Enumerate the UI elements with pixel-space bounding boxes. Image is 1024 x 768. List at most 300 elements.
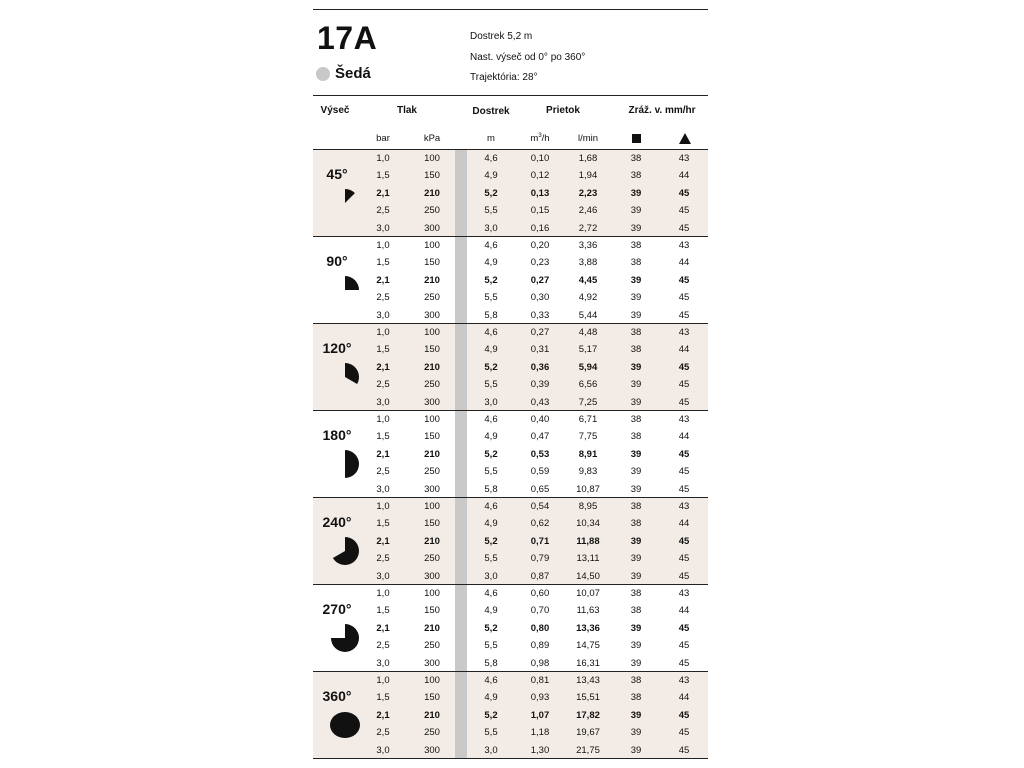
- table-row: [313, 359, 708, 376]
- cell-precip-triangle: 45: [678, 361, 690, 373]
- cell-range: 3,0: [484, 744, 498, 756]
- table-row: [313, 237, 708, 254]
- table-row: [313, 289, 708, 306]
- header-rule: [313, 95, 708, 96]
- cell-flow-m3h: 0,15: [530, 205, 550, 217]
- cell-flow-lmin: 11,63: [576, 605, 600, 617]
- cell-bar: 1,5: [376, 344, 390, 356]
- cell-kpa: 100: [424, 588, 440, 599]
- arc-angle-label: 240°: [322, 514, 352, 530]
- cell-precip-triangle: 45: [678, 448, 690, 460]
- cell-flow-m3h: 1,18: [530, 727, 550, 739]
- cell-flow-lmin: 4,45: [578, 274, 598, 286]
- cell-flow-m3h: 0,93: [530, 692, 550, 704]
- unit-m3h-tail: /h: [541, 133, 550, 144]
- cell-precip-triangle: 43: [678, 675, 690, 686]
- cell-precip-square: 38: [630, 588, 642, 599]
- cell-flow-m3h: 0,71: [530, 535, 550, 547]
- cell-flow-m3h: 1,07: [530, 709, 550, 721]
- cell-precip-square: 39: [630, 222, 642, 234]
- cell-kpa: 150: [424, 431, 440, 443]
- cell-flow-m3h: 0,43: [530, 396, 550, 408]
- cell-range: 4,6: [484, 501, 498, 512]
- cell-precip-triangle: 44: [678, 518, 690, 530]
- cell-flow-m3h: 0,47: [530, 431, 550, 443]
- unit-lmin: l/min: [577, 133, 599, 144]
- table-row: [313, 515, 708, 532]
- arc-section-120: [313, 323, 708, 410]
- cell-range: 3,0: [484, 396, 498, 408]
- table-row: [313, 463, 708, 480]
- cell-flow-m3h: 0,27: [530, 274, 550, 286]
- cell-flow-lmin: 2,46: [578, 205, 598, 217]
- cell-bar: 3,0: [376, 570, 390, 582]
- cell-range: 4,9: [484, 431, 498, 443]
- cell-flow-lmin: 5,44: [578, 309, 598, 321]
- spec-arc: Nast. výseč od 0° po 360°: [470, 52, 586, 63]
- table-row: [313, 428, 708, 445]
- cell-kpa: 210: [424, 361, 440, 373]
- cell-range: 5,8: [484, 483, 498, 495]
- cell-kpa: 100: [424, 153, 440, 164]
- cell-precip-square: 38: [630, 675, 642, 686]
- cell-flow-lmin: 2,72: [578, 222, 598, 234]
- cell-flow-lmin: 15,51: [576, 692, 600, 704]
- cell-flow-lmin: 5,17: [578, 344, 598, 356]
- cell-range: 5,2: [484, 709, 498, 721]
- cell-precip-square: 38: [630, 170, 642, 182]
- cell-range: 5,2: [484, 274, 498, 286]
- cell-range: 4,6: [484, 675, 498, 686]
- cell-flow-lmin: 19,67: [576, 727, 600, 739]
- cell-bar: 1,0: [376, 675, 390, 686]
- cell-bar: 1,5: [376, 605, 390, 617]
- cell-precip-square: 39: [630, 448, 642, 460]
- cell-precip-square: 39: [630, 292, 642, 304]
- cell-range: 4,9: [484, 518, 498, 530]
- table-row: [313, 602, 708, 619]
- cell-range: 5,5: [484, 292, 498, 304]
- cell-bar: 1,5: [376, 518, 390, 530]
- cell-flow-lmin: 9,83: [578, 466, 598, 478]
- table-row: [313, 533, 708, 550]
- cell-flow-m3h: 0,20: [530, 240, 550, 251]
- cell-range: 4,6: [484, 327, 498, 338]
- arc-section-360: [313, 671, 708, 758]
- cell-precip-square: 39: [630, 483, 642, 495]
- cell-precip-triangle: 45: [678, 483, 690, 495]
- cell-precip-triangle: 44: [678, 431, 690, 443]
- table-row: [313, 272, 708, 289]
- square-spacing-icon: [632, 134, 641, 143]
- cell-range: 5,5: [484, 379, 498, 391]
- cell-kpa: 150: [424, 257, 440, 269]
- cell-flow-lmin: 13,43: [576, 675, 600, 686]
- cell-range: 4,6: [484, 153, 498, 164]
- cell-kpa: 250: [424, 727, 440, 739]
- cell-flow-lmin: 14,50: [576, 570, 600, 582]
- cell-precip-triangle: 45: [678, 570, 690, 582]
- cell-bar: 3,0: [376, 744, 390, 756]
- unit-m3h: [525, 133, 555, 144]
- cell-precip-triangle: 43: [678, 414, 690, 425]
- cell-precip-square: 39: [630, 744, 642, 756]
- arc-angle-label: 45°: [326, 166, 348, 182]
- color-name: Šedá: [335, 65, 371, 82]
- table-row: [313, 324, 708, 341]
- cell-range: 5,5: [484, 553, 498, 565]
- table-row: [313, 724, 708, 741]
- table-row: [313, 742, 708, 759]
- table-row: [313, 220, 708, 237]
- arc-angle-label: 270°: [322, 601, 352, 617]
- cell-bar: 2,5: [376, 640, 390, 652]
- cell-kpa: 150: [424, 692, 440, 704]
- cell-precip-triangle: 45: [678, 205, 690, 217]
- col-dostrek: Dostrek: [472, 106, 510, 117]
- cell-precip-triangle: 43: [678, 501, 690, 512]
- cell-flow-m3h: 0,54: [530, 501, 550, 512]
- arc-angle-label: 120°: [322, 340, 352, 356]
- cell-precip-triangle: 43: [678, 153, 690, 164]
- cell-flow-lmin: 5,94: [578, 361, 598, 373]
- table-row: [313, 568, 708, 585]
- cell-precip-triangle: 45: [678, 727, 690, 739]
- cell-flow-m3h: 0,60: [530, 588, 550, 599]
- unit-kpa: kPa: [423, 133, 441, 144]
- cell-bar: 2,5: [376, 205, 390, 217]
- table-row: [313, 307, 708, 324]
- table-row: [313, 446, 708, 463]
- cell-precip-square: 38: [630, 257, 642, 269]
- cell-range: 4,6: [484, 414, 498, 425]
- table-row: [313, 150, 708, 167]
- cell-precip-square: 38: [630, 240, 642, 251]
- cell-bar: 2,5: [376, 466, 390, 478]
- cell-flow-m3h: 0,80: [530, 622, 550, 634]
- cell-kpa: 250: [424, 466, 440, 478]
- cell-bar: 3,0: [376, 483, 390, 495]
- cell-precip-square: 39: [630, 466, 642, 478]
- cell-flow-m3h: 0,12: [530, 170, 550, 182]
- cell-range: 5,8: [484, 309, 498, 321]
- unit-m3h-base: m: [530, 133, 539, 144]
- cell-flow-lmin: 4,92: [578, 292, 598, 304]
- cell-flow-lmin: 6,56: [578, 379, 598, 391]
- cell-precip-square: 39: [630, 361, 642, 373]
- cell-bar: 1,5: [376, 170, 390, 182]
- cell-flow-m3h: 0,89: [530, 640, 550, 652]
- cell-range: 5,8: [484, 657, 498, 669]
- table-row: [313, 550, 708, 567]
- cell-range: 5,2: [484, 448, 498, 460]
- cell-range: 5,5: [484, 640, 498, 652]
- cell-flow-lmin: 8,91: [578, 448, 598, 460]
- cell-flow-m3h: 0,10: [530, 153, 550, 164]
- cell-kpa: 100: [424, 501, 440, 512]
- cell-range: 3,0: [484, 570, 498, 582]
- cell-range: 5,2: [484, 361, 498, 373]
- cell-kpa: 300: [424, 222, 440, 234]
- cell-precip-triangle: 45: [678, 553, 690, 565]
- cell-flow-lmin: 3,88: [578, 257, 598, 269]
- cell-precip-triangle: 43: [678, 327, 690, 338]
- cell-range: 5,5: [484, 205, 498, 217]
- cell-precip-triangle: 45: [678, 396, 690, 408]
- cell-kpa: 210: [424, 448, 440, 460]
- cell-kpa: 250: [424, 640, 440, 652]
- cell-kpa: 150: [424, 170, 440, 182]
- nozzle-spec-sheet: [313, 0, 708, 768]
- cell-bar: 2,5: [376, 379, 390, 391]
- table-row: [313, 376, 708, 393]
- cell-range: 4,9: [484, 344, 498, 356]
- cell-precip-square: 38: [630, 692, 642, 704]
- col-zraz: Zráž. v. mm/hr: [628, 105, 696, 116]
- cell-flow-lmin: 10,07: [576, 588, 600, 599]
- cell-bar: 1,0: [376, 153, 390, 164]
- unit-m: m: [487, 133, 495, 144]
- bottom-rule: [313, 758, 708, 759]
- cell-precip-triangle: 45: [678, 622, 690, 634]
- cell-flow-m3h: 0,33: [530, 309, 550, 321]
- cell-flow-lmin: 2,23: [578, 187, 598, 199]
- cell-kpa: 250: [424, 379, 440, 391]
- arc-section-45: [313, 149, 708, 236]
- cell-bar: 1,0: [376, 588, 390, 599]
- cell-precip-square: 38: [630, 327, 642, 338]
- cell-range: 5,5: [484, 727, 498, 739]
- cell-flow-lmin: 1,94: [578, 170, 598, 182]
- cell-kpa: 300: [424, 396, 440, 408]
- table-row: [313, 481, 708, 498]
- cell-bar: 2,5: [376, 727, 390, 739]
- cell-bar: 1,0: [376, 240, 390, 251]
- col-tlak: Tlak: [396, 105, 417, 116]
- table-row: [313, 637, 708, 654]
- cell-kpa: 210: [424, 535, 440, 547]
- cell-bar: 1,0: [376, 501, 390, 512]
- cell-precip-triangle: 45: [678, 640, 690, 652]
- cell-range: 5,2: [484, 187, 498, 199]
- cell-bar: 2,5: [376, 292, 390, 304]
- cell-flow-lmin: 1,68: [578, 153, 598, 164]
- cell-flow-lmin: 7,75: [578, 431, 598, 443]
- cell-precip-square: 39: [630, 205, 642, 217]
- unit-bar: bar: [376, 133, 390, 144]
- cell-flow-m3h: 0,30: [530, 292, 550, 304]
- cell-flow-m3h: 0,53: [530, 448, 550, 460]
- cell-range: 4,9: [484, 257, 498, 269]
- arc-angle-label: 360°: [322, 688, 352, 704]
- cell-kpa: 210: [424, 622, 440, 634]
- cell-precip-square: 39: [630, 187, 642, 199]
- cell-precip-triangle: 44: [678, 170, 690, 182]
- cell-precip-triangle: 45: [678, 466, 690, 478]
- cell-precip-square: 39: [630, 640, 642, 652]
- cell-bar: 2,1: [376, 187, 390, 199]
- triangle-spacing-icon: [679, 133, 691, 144]
- cell-flow-m3h: 0,16: [530, 222, 550, 234]
- cell-bar: 2,1: [376, 622, 390, 634]
- model-number: 17A: [317, 20, 378, 56]
- cell-precip-triangle: 45: [678, 657, 690, 669]
- cell-flow-m3h: 1,30: [530, 744, 550, 756]
- cell-kpa: 300: [424, 570, 440, 582]
- cell-precip-triangle: 44: [678, 692, 690, 704]
- cell-flow-m3h: 0,40: [530, 414, 550, 425]
- cell-range: 5,5: [484, 466, 498, 478]
- arc-section-270: [313, 584, 708, 671]
- cell-bar: 2,1: [376, 448, 390, 460]
- cell-precip-square: 38: [630, 153, 642, 164]
- cell-flow-m3h: 0,39: [530, 379, 550, 391]
- cell-precip-triangle: 45: [678, 379, 690, 391]
- cell-flow-m3h: 0,31: [530, 344, 550, 356]
- cell-bar: 1,0: [376, 414, 390, 425]
- table-row: [313, 585, 708, 602]
- table-row: [313, 254, 708, 271]
- cell-flow-lmin: 8,95: [578, 501, 598, 512]
- cell-precip-square: 39: [630, 709, 642, 721]
- cell-bar: 3,0: [376, 222, 390, 234]
- cell-precip-triangle: 45: [678, 709, 690, 721]
- arc-section-240: [313, 497, 708, 584]
- cell-precip-triangle: 44: [678, 605, 690, 617]
- cell-flow-lmin: 4,48: [578, 327, 598, 338]
- cell-precip-triangle: 45: [678, 744, 690, 756]
- cell-precip-square: 38: [630, 344, 642, 356]
- cell-precip-square: 38: [630, 431, 642, 443]
- cell-flow-m3h: 0,81: [530, 675, 550, 686]
- table-row: [313, 707, 708, 724]
- cell-flow-lmin: 6,71: [578, 414, 598, 425]
- cell-range: 4,6: [484, 240, 498, 251]
- cell-range: 4,9: [484, 170, 498, 182]
- cell-kpa: 210: [424, 187, 440, 199]
- cell-precip-square: 38: [630, 605, 642, 617]
- cell-kpa: 100: [424, 240, 440, 251]
- cell-flow-m3h: 0,65: [530, 483, 550, 495]
- cell-bar: 1,0: [376, 327, 390, 338]
- cell-precip-triangle: 43: [678, 240, 690, 251]
- spec-range: Dostrek 5,2 m: [470, 31, 533, 42]
- cell-flow-lmin: 11,88: [576, 535, 600, 547]
- cell-range: 4,9: [484, 605, 498, 617]
- table-row: [313, 341, 708, 358]
- cell-precip-square: 39: [630, 379, 642, 391]
- cell-flow-m3h: 0,36: [530, 361, 550, 373]
- table-row: [313, 620, 708, 637]
- arc-angle-label: 90°: [326, 253, 348, 269]
- cell-kpa: 210: [424, 709, 440, 721]
- cell-precip-triangle: 44: [678, 257, 690, 269]
- cell-precip-square: 38: [630, 518, 642, 530]
- cell-kpa: 210: [424, 274, 440, 286]
- cell-kpa: 150: [424, 518, 440, 530]
- cell-precip-triangle: 43: [678, 588, 690, 599]
- cell-range: 4,9: [484, 692, 498, 704]
- cell-flow-lmin: 7,25: [578, 396, 598, 408]
- spec-trajectory: Trajektória: 28°: [470, 72, 538, 83]
- cell-bar: 1,5: [376, 692, 390, 704]
- cell-kpa: 300: [424, 744, 440, 756]
- cell-flow-m3h: 0,27: [530, 327, 550, 338]
- cell-kpa: 300: [424, 483, 440, 495]
- cell-flow-lmin: 21,75: [576, 744, 600, 756]
- cell-precip-square: 39: [630, 553, 642, 565]
- cell-precip-square: 39: [630, 535, 642, 547]
- cell-bar: 2,5: [376, 553, 390, 565]
- col-prietok: Prietok: [546, 105, 580, 116]
- cell-kpa: 300: [424, 309, 440, 321]
- cell-precip-square: 39: [630, 274, 642, 286]
- arc-section-90: [313, 236, 708, 323]
- cell-flow-m3h: 0,87: [530, 570, 550, 582]
- cell-range: 5,2: [484, 535, 498, 547]
- cell-precip-triangle: 45: [678, 292, 690, 304]
- cell-bar: 3,0: [376, 657, 390, 669]
- top-rule: [313, 9, 708, 10]
- cell-flow-lmin: 17,82: [576, 709, 600, 721]
- arc-angle-label: 180°: [322, 427, 352, 443]
- cell-flow-lmin: 13,11: [576, 553, 600, 565]
- cell-kpa: 150: [424, 344, 440, 356]
- table-row: [313, 167, 708, 184]
- cell-bar: 2,1: [376, 535, 390, 547]
- cell-bar: 3,0: [376, 396, 390, 408]
- cell-kpa: 100: [424, 414, 440, 425]
- cell-precip-triangle: 44: [678, 344, 690, 356]
- cell-range: 3,0: [484, 222, 498, 234]
- cell-range: 5,2: [484, 622, 498, 634]
- cell-flow-lmin: 10,87: [576, 483, 600, 495]
- cell-precip-triangle: 45: [678, 309, 690, 321]
- cell-flow-lmin: 16,31: [576, 657, 600, 669]
- table-row: [313, 394, 708, 411]
- cell-flow-lmin: 13,36: [576, 622, 600, 634]
- cell-kpa: 150: [424, 605, 440, 617]
- table-row: [313, 185, 708, 202]
- cell-precip-square: 39: [630, 570, 642, 582]
- cell-precip-triangle: 45: [678, 535, 690, 547]
- cell-flow-m3h: 0,59: [530, 466, 550, 478]
- cell-range: 4,6: [484, 588, 498, 599]
- cell-precip-triangle: 45: [678, 274, 690, 286]
- cell-kpa: 250: [424, 553, 440, 565]
- cell-flow-m3h: 0,13: [530, 187, 550, 199]
- color-swatch-icon: [316, 67, 330, 81]
- cell-precip-triangle: 45: [678, 222, 690, 234]
- cell-bar: 2,1: [376, 709, 390, 721]
- cell-precip-square: 39: [630, 657, 642, 669]
- table-row: [313, 655, 708, 672]
- table-row: [313, 498, 708, 515]
- cell-bar: 1,5: [376, 431, 390, 443]
- cell-flow-lmin: 10,34: [576, 518, 600, 530]
- table-row: [313, 689, 708, 706]
- cell-kpa: 250: [424, 292, 440, 304]
- cell-flow-m3h: 0,62: [530, 518, 550, 530]
- table-row: [313, 202, 708, 219]
- cell-precip-square: 39: [630, 396, 642, 408]
- table-row: [313, 672, 708, 689]
- cell-kpa: 250: [424, 205, 440, 217]
- cell-precip-square: 38: [630, 414, 642, 425]
- cell-bar: 2,1: [376, 361, 390, 373]
- unit-m3h-exp: 3: [538, 133, 542, 139]
- cell-flow-lmin: 3,36: [578, 240, 598, 251]
